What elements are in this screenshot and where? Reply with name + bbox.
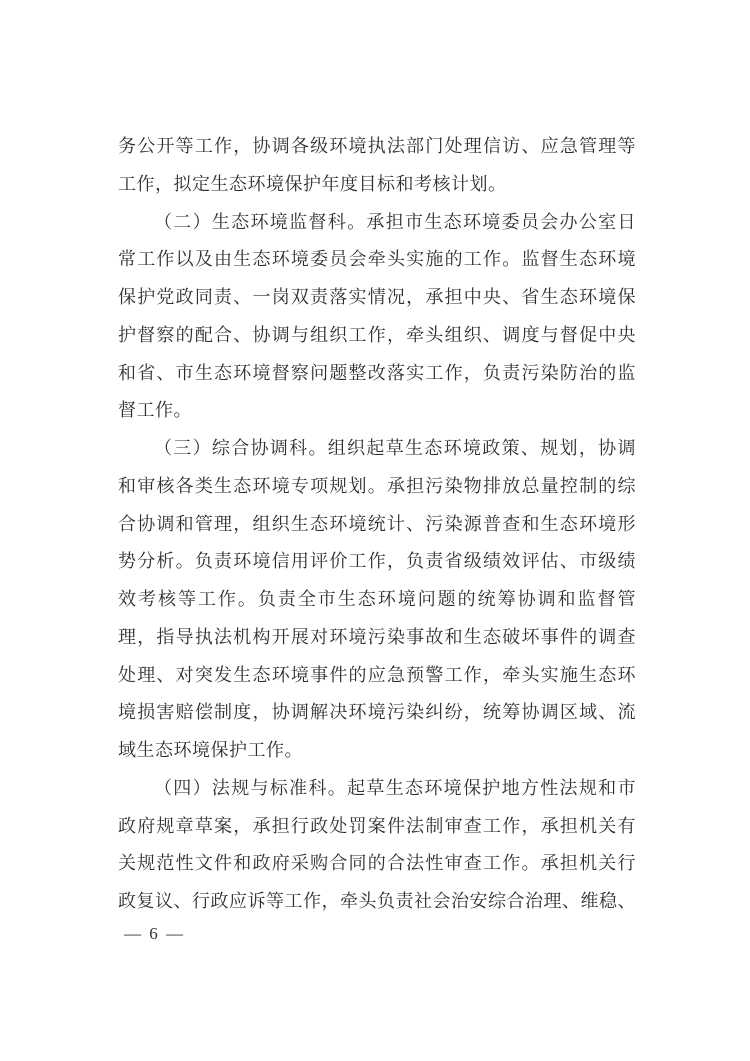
text-line: 合协调和管理，组织生态环境统计、污染源普查和生态环境形	[118, 513, 636, 534]
text-line: 和省、市生态环境督察问题整改落实工作，负责污染防治的监	[118, 362, 636, 383]
text-line: 务公开等工作，协调各级环境执法部门处理信访、应急管理等	[118, 136, 636, 156]
text-line: 政府规章草案，承担行政处罚案件法制审查工作，承担机关有	[118, 815, 636, 836]
text-line: 境损害赔偿制度，协调解决环境污染纠纷，统筹协调区域、流	[118, 702, 636, 723]
text-line: 工作，拟定生态环境保护年度目标和考核计划。	[118, 173, 507, 194]
text-line: 理，指导执法机构开展对环境污染事故和生态破坏事件的调查	[118, 626, 636, 647]
text-line: 关规范性文件和政府采购合同的合法性审查工作。承担机关行	[118, 853, 636, 874]
text-line: 护督察的配合、协调与组织工作，牵头组织、调度与督促中央	[118, 324, 636, 345]
paragraph-2	[118, 204, 636, 431]
text-line: 域生态环境保护工作。	[118, 740, 303, 760]
text-line: 势分析。负责环境信用评价工作，负责省级绩效评估、市级绩	[118, 551, 636, 572]
paragraph-1	[118, 128, 636, 204]
text-line: （三）综合协调科。组织起草生态环境政策、规划，协调	[154, 438, 636, 458]
text-line: 处理、对突发生态环境事件的应急预警工作，牵头实施生态环	[118, 664, 636, 685]
text-line: 督工作。	[118, 400, 192, 421]
text-line: 常工作以及由生态环境委员会牵头实施的工作。监督生态环境	[118, 249, 636, 270]
text-line: （四）法规与标准科。起草生态环境保护地方性法规和市	[154, 777, 636, 798]
text-line: 政复议、行政应诉等工作，牵头负责社会治安综合治理、维稳、	[118, 891, 636, 911]
paragraph-3	[118, 430, 636, 770]
text-line: 保护党政同责、一岗双责落实情况，承担中央、省生态环境保	[118, 287, 636, 307]
paragraph-4	[118, 770, 636, 921]
page-number: — 6 —	[124, 924, 185, 943]
text-line: （二）生态环境监督科。承担市生态环境委员会办公室日	[154, 211, 636, 232]
text-line: 和审核各类生态环境专项规划。承担污染物排放总量控制的综	[118, 475, 636, 496]
document-body	[118, 128, 636, 921]
text-line: 效考核等工作。负责全市生态环境问题的统筹协调和监督管	[118, 589, 636, 609]
